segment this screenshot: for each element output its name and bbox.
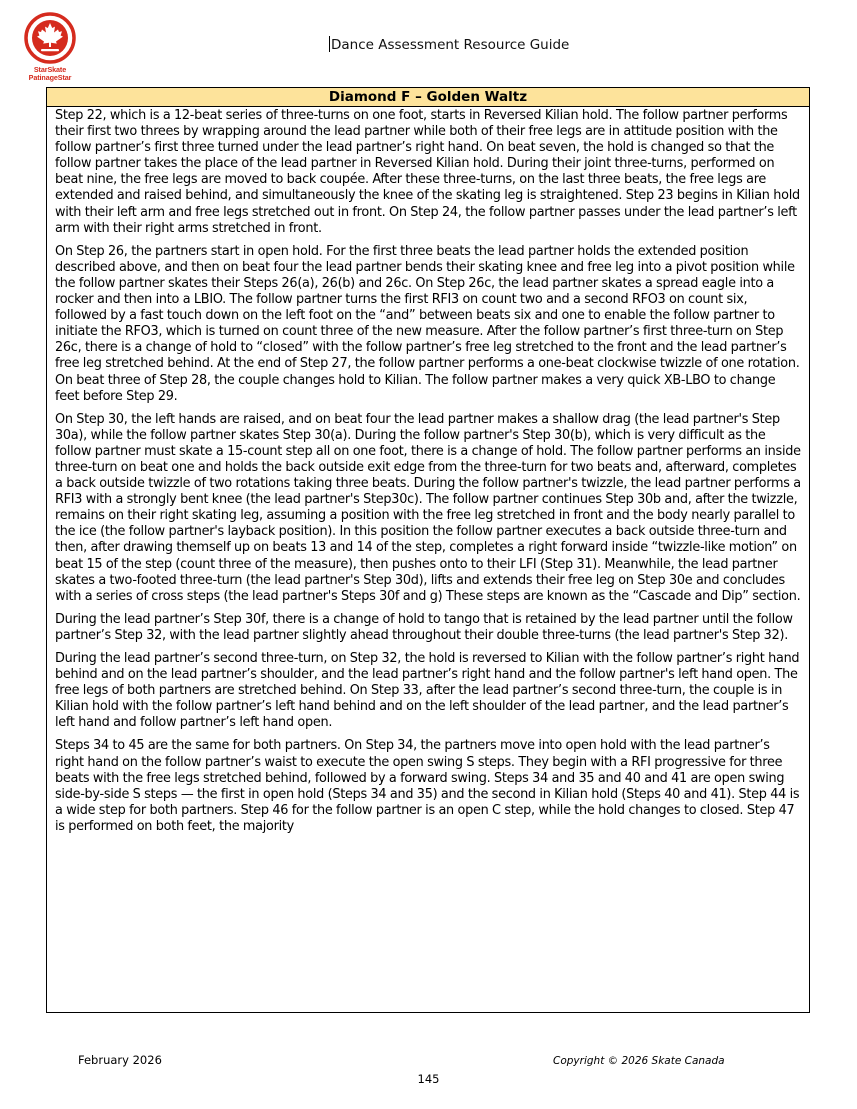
logo-line-1: StarSkate: [33, 65, 67, 74]
paragraph: During the lead partner’s Step 30f, there is a change of hold to tango that is retained by the lead partner until the follow partner’s Step 32, with the lead partner slightly ahead throughout their double three-turns (the lead partner's Step 32).: [55, 611, 793, 643]
starskate-logo: [24, 12, 76, 82]
section-heading: Diamond F – Golden Waltz: [47, 88, 809, 107]
text-cursor-icon: [329, 36, 330, 52]
paragraph: Step 22, which is a 12-beat series of three-turns on one foot, starts in Reversed Kilian hold. The follow partner performs their first two threes by wrapping around the lead partner while both of their free legs are in attitude position with the follow partner’s first three turned under the lead partner’s right hand. On beat seven, the hold is changed so that the follow partner takes the place of the lead partner in Reversed Kilian hold. During their joint three-turns, performed on beat nine, the free legs are moved to back coupée. After these three-turns, on the last three beats, the free legs are extended and raised behind, and simultaneously the knee of the skating leg is straightened. Step 23 begins in Kilian hold with their left arm and free legs stretched out in front. On Step 24, the follow partner passes under the lead partner’s left arm with their right arms stretched in front.: [55, 108, 800, 236]
logo-wordmark: [24, 66, 76, 82]
paragraph: On Step 26, the partners start in open hold. For the first three beats the lead partner holds the extended position described above, and then on beat four the lead partner bends their skating knee and free leg into a pivot position while the follow partner skates their Steps 26(a), 26(b) and 26c. On Step 26c, the lead partner skates a spread eagle into a rocker and then into a LBIO. The follow partner turns the first RFI3 on count two and a second RFO3 on count six, followed by a fast touch down on the left foot on the “and” between beats six and one to enable the follow partner to initiate the RFO3, which is turned on count three of the new measure. After the follow partner’s first three-turn on Step 26c, there is a change of hold to “closed” with the follow partner’s free leg stretched to the front and the lead partner’s free leg stretched behind. At the end of Step 27, the follow partner performs a one-beat clockwise twizzle of one rotation. On beat three of Step 28, the couple changes hold to Kilian. The follow partner makes a very quick XB-LBO to change feet before Step 29.: [55, 243, 800, 404]
paragraph: On Step 30, the left hands are raised, and on beat four the lead partner makes a shallow drag (the lead partner's Step 30a), while the follow partner skates Step 30(a). During the follow partner's Step 30(b), which is very difficult as the follow partner must skate a 15-count step all on one foot, there is a change of hold. The follow partner performs an inside three-turn on beat one and holds the back outside exit edge from the three-turn for two beats and, afterward, completes a back outside twizzle of two rotations taking three beats. During the follow partner's twizzle, the lead partner performs a RFI3 with a strongly bent knee (the lead partner's Step30c). The follow partner continues Step 30b and, after the twizzle, remains on their right skating leg, assuming a position with the free leg stretched in front and the body nearly parallel to the ice (the follow partner's layback position). In this position the follow partner executes a back outside three-turn and then, after drawing themself up on beats 13 and 14 of the step, completes a right forward inside “twizzle-like motion” on beat 15 of the step (count three of the measure), then pushes onto to their LFI (Step 31). Meanwhile, the lead partner skates a two-footed three-turn (the lead partner's Step 30d), lifts and extends their free leg on Step 30e and concludes with a series of cross steps (the lead partner's Steps 30f and g) These steps are known as the “Cascade and Dip” section.: [55, 411, 801, 604]
paragraph: Steps 34 to 45 are the same for both partners. On Step 34, the partners move into open hold with the lead partner’s right hand on the follow partner’s waist to execute the open swing S steps. They begin with a RFI progressive for three beats with the free legs stretched behind, followed by a forward swing. Steps 34 and 35 and 40 and 41 are open swing side-by-side S steps — the first in open hold (Steps 34 and 35) and the second in Kilian hold (Steps 40 and 41). Step 44 is a wide step for both partners. Step 46 for the follow partner is an open C step, while the hold changes to closed. Step 47 is performed on both feet, the majority: [55, 738, 800, 834]
logo-line-2: PatinageStar: [28, 73, 72, 82]
page-number: 145: [417, 1072, 440, 1086]
paragraph: During the lead partner’s second three-turn, on Step 32, the hold is reversed to Kilian with the follow partner’s right hand behind and on the lead partner’s shoulder, and the lead partner’s right hand and the follow partner's left hand open. The free legs of both partners are stretched behind. On Step 33, after the lead partner’s second three-turn, the couple is in Kilian hold with the follow partner’s left hand behind and on the left shoulder of the lead partner, and the lead partner’s left hand and follow partner’s left hand open.: [55, 651, 800, 731]
section-box: [46, 87, 810, 1013]
page-header-title: [329, 36, 569, 53]
section-body: [47, 107, 809, 835]
footer-copyright: Copyright © 2026 Skate Canada: [553, 1055, 725, 1067]
footer-date: February 2026: [78, 1053, 162, 1067]
maple-leaf-emblem-icon: [24, 12, 76, 64]
header-title-text: Dance Assessment Resource Guide: [331, 37, 570, 53]
